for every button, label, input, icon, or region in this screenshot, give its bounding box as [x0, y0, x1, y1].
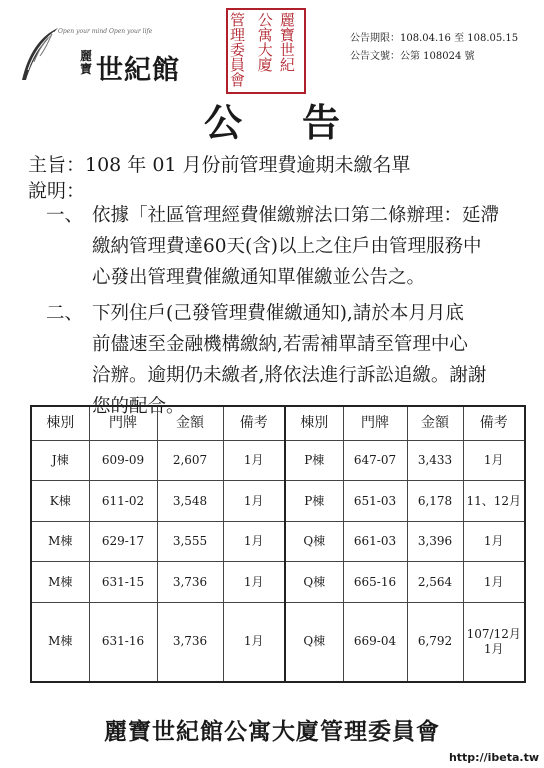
table-row	[31, 521, 525, 561]
table-cell: 1月	[463, 562, 525, 602]
period-label: 公告期限：	[350, 33, 400, 44]
notice-meta	[350, 30, 518, 66]
table-cell: Q棟	[285, 521, 343, 561]
table-cell: 609-09	[89, 441, 157, 481]
doc-label: 公告文號：	[350, 51, 400, 62]
table-cell: 611-02	[89, 481, 157, 521]
item-line: 下列住戶(己發管理費催繳通知),請於本月月底	[92, 303, 464, 324]
committee-seal	[226, 8, 306, 94]
table-header-row	[31, 406, 525, 441]
table-cell: 3,736	[157, 602, 223, 682]
table-cell: K棟	[31, 481, 89, 521]
table-cell: 3,433	[407, 441, 463, 481]
table-cell: 3,555	[157, 521, 223, 561]
logo	[18, 22, 180, 86]
doc-value: 公第 108024 號	[400, 51, 475, 62]
table-cell: M棟	[31, 602, 89, 682]
column-header: 備考	[463, 406, 525, 441]
logo-name: 世紀館	[96, 55, 180, 86]
item-line: 前儘速至金融機構繳納,若需補單請至管理中心	[92, 334, 468, 355]
table-cell: 6,792	[407, 602, 463, 682]
table-row	[31, 481, 525, 521]
logo-prefix: 麗寶	[80, 49, 93, 76]
item-line: 您的配合。	[92, 396, 185, 417]
table-cell: 661-03	[343, 521, 407, 561]
logo-tagline: Open your mind Open your life	[58, 28, 153, 35]
table-cell: 669-04	[343, 602, 407, 682]
table-cell: 2,607	[157, 441, 223, 481]
period-value: 108.04.16 至 108.05.15	[400, 33, 519, 44]
notice-period	[350, 30, 518, 48]
table-cell: 647-07	[343, 441, 407, 481]
table-row	[31, 602, 525, 682]
table-cell: 1月	[463, 441, 525, 481]
column-header: 門牌	[343, 406, 407, 441]
table-cell: M棟	[31, 562, 89, 602]
column-header: 棟別	[31, 406, 89, 441]
seal-column: 公寓大廈	[257, 11, 273, 74]
column-header: 棟別	[285, 406, 343, 441]
table-cell: 107/12月 1月	[463, 602, 525, 682]
subject-line: 主旨：108 年 01 月份前管理費逾期未繳名單	[28, 154, 411, 176]
notice-doc-number	[350, 48, 518, 66]
table-cell: 665-16	[343, 562, 407, 602]
table-cell: 629-17	[89, 521, 157, 561]
table-cell: 11、12月	[463, 481, 525, 521]
table-cell: 1月	[223, 441, 285, 481]
table-cell: P棟	[285, 481, 343, 521]
table-cell: 1月	[223, 481, 285, 521]
column-header: 門牌	[89, 406, 157, 441]
table-cell: 6,178	[407, 481, 463, 521]
item-text	[92, 298, 486, 422]
table-cell: 631-15	[89, 562, 157, 602]
column-header: 備考	[223, 406, 285, 441]
item-line: 洽辦。逾期仍未繳者,將依法進行訴訟追繳。謝謝	[92, 365, 487, 386]
item-number: 一、	[46, 205, 84, 226]
feather-icon	[18, 26, 60, 82]
table-cell: J棟	[31, 441, 89, 481]
table-cell: 1月	[223, 602, 285, 682]
item-line: 心發出管理費催繳通知單催繳並公告之。	[92, 267, 426, 288]
table-cell: M棟	[31, 521, 89, 561]
table-cell: 3,736	[157, 562, 223, 602]
item-line: 繳納管理費達60天(含)以上之住戶由管理服務中	[92, 236, 482, 257]
table-cell: 1月	[223, 521, 285, 561]
table-row	[31, 441, 525, 481]
watermark: http://ibeta.tw	[448, 751, 539, 764]
overdue-table	[30, 405, 526, 683]
table-cell: P棟	[285, 441, 343, 481]
table-cell: Q棟	[285, 562, 343, 602]
column-header: 金額	[157, 406, 223, 441]
page-title: 公告	[203, 100, 400, 145]
footer-signature: 麗寶世紀館公寓大廈管理委員會	[104, 718, 440, 745]
item-text	[92, 200, 499, 293]
seal-column: 管理委員會	[230, 11, 246, 89]
table-cell: 2,564	[407, 562, 463, 602]
table-cell: 3,548	[157, 481, 223, 521]
table-cell: 1月	[223, 562, 285, 602]
table-cell: 651-03	[343, 481, 407, 521]
item-line: 依據「社區管理經費催繳辦法口第二條辦理：延滯	[92, 205, 500, 226]
explain-label: 說明：	[28, 180, 86, 202]
table-cell: Q棟	[285, 602, 343, 682]
table-cell: 631-16	[89, 602, 157, 682]
seal-column: 麗寶世紀	[279, 11, 295, 74]
table-cell: 1月	[463, 521, 525, 561]
table-cell: 3,396	[407, 521, 463, 561]
table-row	[31, 562, 525, 602]
item-number: 二、	[46, 303, 84, 324]
column-header: 金額	[407, 406, 463, 441]
